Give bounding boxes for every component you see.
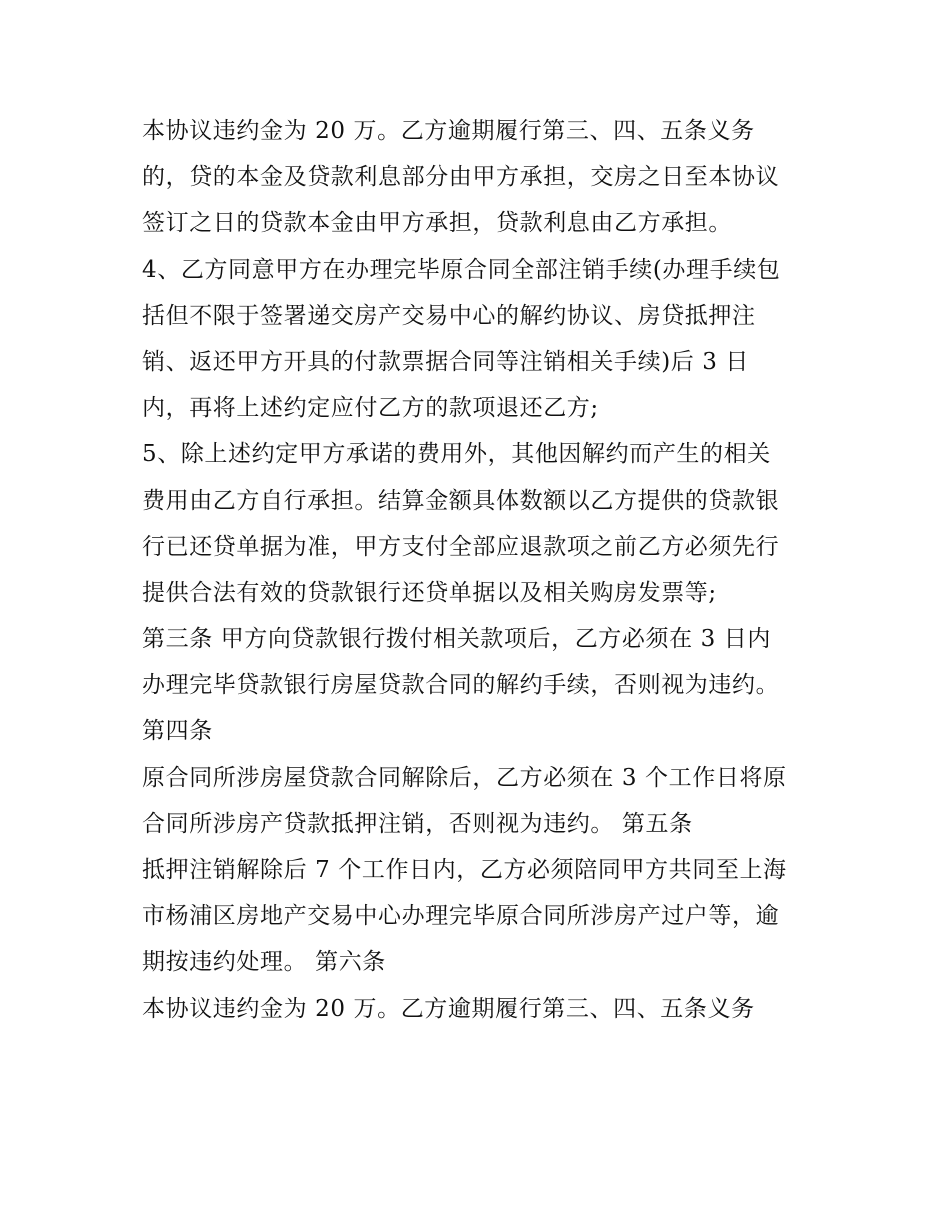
section-heading: 第四条: [142, 718, 213, 745]
text-line: 期按违约处理。 第六条: [142, 949, 386, 976]
text-line: 行已还贷单据为准，甲方支付全部应退款项之前乙方必须先行: [142, 533, 780, 560]
text-line: 括但不限于签署递交房产交易中心的解约协议、房贷抵押注: [142, 302, 756, 329]
text-line: 签订之日的贷款本金由甲方承担，贷款利息由乙方承担。: [142, 210, 732, 237]
text-line: 销、返还甲方开具的付款票据合同等注销相关手续)后 3 日: [142, 348, 750, 375]
text-line: 本协议违约金为 20 万。乙方逾期履行第三、四、五条义务: [142, 995, 755, 1022]
text-line: 抵押注销解除后 7 个工作日内，乙方必须陪同甲方共同至上海: [142, 857, 787, 883]
text-line: 内，再将上述约定应付乙方的款项退还乙方;: [142, 395, 599, 422]
text-line: 办理完毕贷款银行房屋贷款合同的解约手续，否则视为违约。: [142, 672, 780, 699]
text-line: 5、除上述约定甲方承诺的费用外，其他因解约而产生的相关: [142, 441, 771, 468]
text-line: 的，贷的本金及贷款利息部分由甲方承担，交房之日至本协议: [142, 164, 780, 191]
text-line: 原合同所涉房屋贷款合同解除后，乙方必须在 3 个工作日将原: [142, 764, 787, 791]
text-line: 第三条 甲方向贷款银行拨付相关款项后，乙方必须在 3 日内: [142, 626, 771, 653]
text-line: 合同所涉房产贷款抵押注销，否则视为违约。 第五条: [142, 810, 693, 837]
text-line: 市杨浦区房地产交易中心办理完毕原合同所涉房产过户等，逾: [142, 903, 780, 930]
text-line: 本协议违约金为 20 万。乙方逾期履行第三、四、五条义务: [142, 118, 755, 144]
text-line: 4、乙方同意甲方在办理完毕原合同全部注销手续(办理手续包: [142, 256, 781, 283]
document-body: [142, 108, 832, 1032]
text-line: 提供合法有效的贷款银行还贷单据以及相关购房发票等;: [142, 579, 717, 606]
text-line: 费用由乙方自行承担。结算金额具体数额以乙方提供的贷款银: [142, 487, 780, 514]
